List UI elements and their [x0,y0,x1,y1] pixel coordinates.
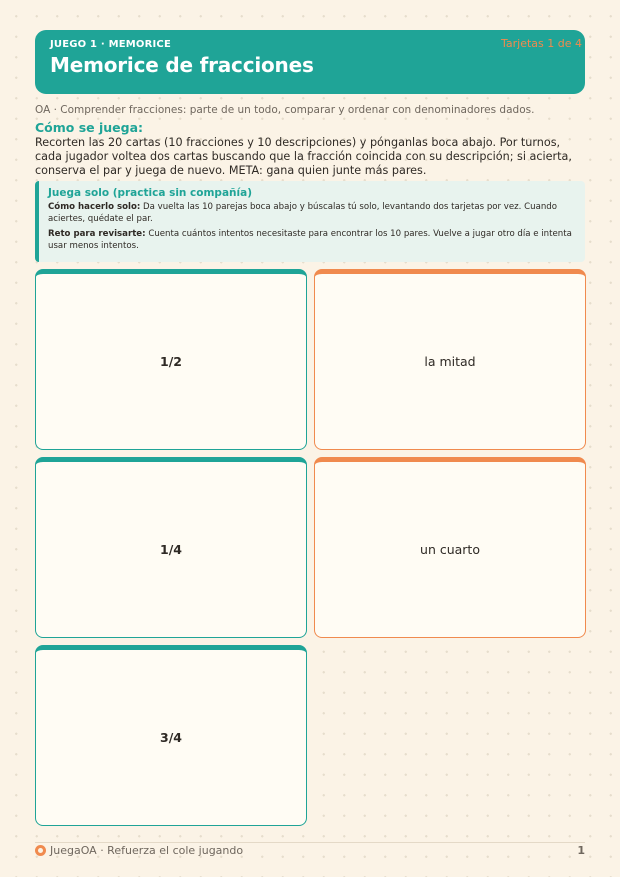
solo-how-label: Cómo hacerlo solo: [48,202,141,212]
card-fraction-1-2 [35,269,307,450]
game-header [35,30,585,94]
solo-title: Juega solo (practica sin compañía) [48,187,252,199]
page-title: Memorice de fracciones [50,53,314,77]
solo-how-text: Da vuelta las 10 parejas boca abajo y búscalas tú solo, levantando dos tarjetas por vez. Cuando aciertes, quédate el par. [48,202,558,224]
card-description-un-cuarto [314,457,586,638]
solo-play-box [35,181,585,262]
card-label: 1/2 [160,354,182,369]
sheet-tag: Tarjetas 1 de 4 [500,37,582,50]
solo-how [48,202,575,225]
card-label: un cuarto [420,542,480,557]
card-fraction-3-4 [35,645,307,826]
brand-logo-icon [35,845,46,856]
card-label: 1/4 [160,542,182,557]
card-fraction-1-4 [35,457,307,638]
game-kicker: JUEGO 1 · MEMORICE [50,39,172,50]
how-to-play-heading: Cómo se juega: [35,120,144,135]
solo-challenge-label: Reto para revisarte: [48,229,146,239]
footer-divider [35,842,585,843]
how-to-play-text: Recorten las 20 cartas (10 fracciones y 10 descripciones) y pónganlas boca abajo. Por turnos, cada jugador voltea dos cartas buscando que la fracción coincida con su descripción; si acierta, conserva el par y juega de nuevo. META: gana quien junte más pares. [35,136,572,177]
footer-brand [35,844,243,857]
card-label: la mitad [424,354,476,369]
solo-challenge [48,229,575,252]
footer-brand-text: JuegaOA · Refuerza el cole jugando [50,844,244,857]
solo-challenge-text: Cuenta cuántos intentos necesitaste para encontrar los 10 pares. Vuelve a jugar otro día e intenta usar menos intentos. [48,229,572,251]
card-description-la-mitad [314,269,586,450]
card-label: 3/4 [160,730,182,745]
learning-objective: OA · Comprender fracciones: parte de un todo, comparar y ordenar con denominadores dados. [35,104,535,116]
page-number: 1 [577,844,585,857]
